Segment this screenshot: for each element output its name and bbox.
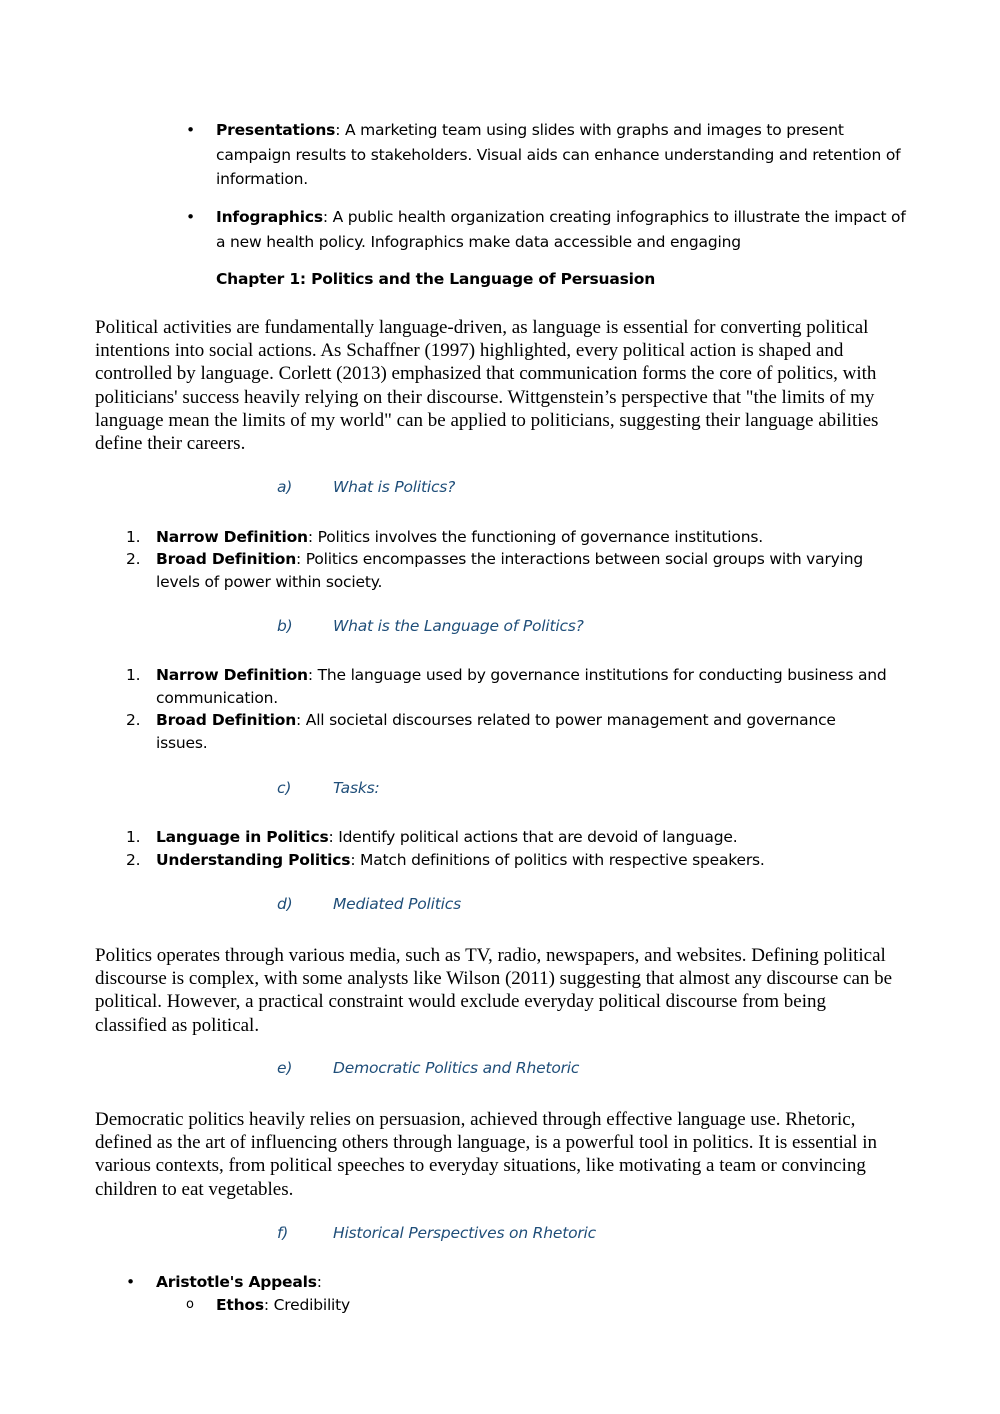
bullet-term: Presentations <box>216 121 336 139</box>
bullet-icon: • <box>186 208 195 226</box>
section-title: What is Politics? <box>333 478 456 496</box>
body-paragraph: Democratic politics heavily relies on persuasion, achieved through effective language use. Rhetoric, defined as the art of influencing others through language, is a powerful tool in politics. It is essential in various contexts, from political speeches to everyday situations, like motivating a team or convincing children to eat vegetables. <box>95 1109 877 1200</box>
bullet-text: : Credibility <box>263 1296 351 1314</box>
section-letter: b) <box>277 617 293 635</box>
bullet-term: Aristotle's Appeals <box>156 1273 317 1291</box>
section-title: Tasks: <box>333 779 380 797</box>
list-item <box>126 825 896 850</box>
list-item <box>126 848 896 873</box>
intro-paragraph: Political activities are fundamentally language-driven, as language is essential for converting political intentions into social actions. As Schaffner (1997) highlighted, every political action is shaped and controlled by language. Corlett (2013) emphasized that communication forms the core of politics, with politicians' success heavily relying on their discourse. Wittgenstein’s perspective that "the limits of my language mean the limits of my world" can be applied to politicians, suggesting their language abilities define their careers. <box>95 317 879 455</box>
list-item <box>186 1293 856 1318</box>
list-number: 2. <box>126 851 141 869</box>
list-number: 1. <box>126 828 141 846</box>
list-number: 2. <box>126 550 141 568</box>
item-text: : All societal discourses related to power management and governance issues. <box>156 711 836 752</box>
item-text: : Identify political actions that are devoid of language. <box>328 828 738 846</box>
list-number: 2. <box>126 711 141 729</box>
bullet-icon: • <box>186 121 195 139</box>
section-letter: d) <box>277 895 293 913</box>
bullet-icon: • <box>126 1273 135 1291</box>
section-letter: f) <box>277 1224 289 1242</box>
item-text: : Politics encompasses the interactions between social groups with varying levels of power within society. <box>156 550 863 591</box>
list-item <box>186 118 911 192</box>
chapter-title: Chapter 1: Politics and the Language of Persuasion <box>216 270 656 288</box>
bullet-text: : <box>316 1273 322 1291</box>
section-letter: a) <box>277 478 293 496</box>
list-number: 1. <box>126 528 141 546</box>
hollow-circle-icon: o <box>186 1297 194 1312</box>
item-term: Broad Definition <box>156 711 297 729</box>
item-text: : Match definitions of politics with respective speakers. <box>350 851 765 869</box>
list-item <box>126 709 876 755</box>
item-term: Narrow Definition <box>156 528 308 546</box>
bullet-term: Infographics <box>216 208 323 226</box>
item-term: Language in Politics <box>156 828 329 846</box>
list-item <box>126 1270 856 1295</box>
section-letter: e) <box>277 1059 293 1077</box>
bullet-text: : A public health organization creating infographics to illustrate the impact of a new health policy. Infographics make data accessible and engaging <box>216 208 906 251</box>
list-item <box>126 664 906 710</box>
section-title: Mediated Politics <box>333 895 461 913</box>
bullet-term: Ethos <box>216 1296 264 1314</box>
body-paragraph: Politics operates through various media, such as TV, radio, newspapers, and websites. Defining political discourse is complex, with some analysts like Wilson (2011) suggesting that almost any discourse can be political. However, a practical constraint would exclude everyday political discourse from being classified as political. <box>95 945 893 1036</box>
list-number: 1. <box>126 666 141 684</box>
list-item <box>186 205 911 254</box>
item-text: : The language used by governance institutions for conducting business and communication. <box>156 666 887 707</box>
section-title: Democratic Politics and Rhetoric <box>333 1059 580 1077</box>
list-item <box>126 525 896 550</box>
section-title: Historical Perspectives on Rhetoric <box>333 1224 596 1242</box>
bullet-text: : A marketing team using slides with graphs and images to present campaign results to stakeholders. Visual aids can enhance understanding and retention of information. <box>216 121 901 188</box>
item-term: Narrow Definition <box>156 666 308 684</box>
item-term: Broad Definition <box>156 550 297 568</box>
section-title: What is the Language of Politics? <box>333 617 584 635</box>
list-item <box>126 548 896 594</box>
section-letter: c) <box>277 779 292 797</box>
item-term: Understanding Politics <box>156 851 351 869</box>
item-text: : Politics involves the functioning of governance institutions. <box>307 528 763 546</box>
